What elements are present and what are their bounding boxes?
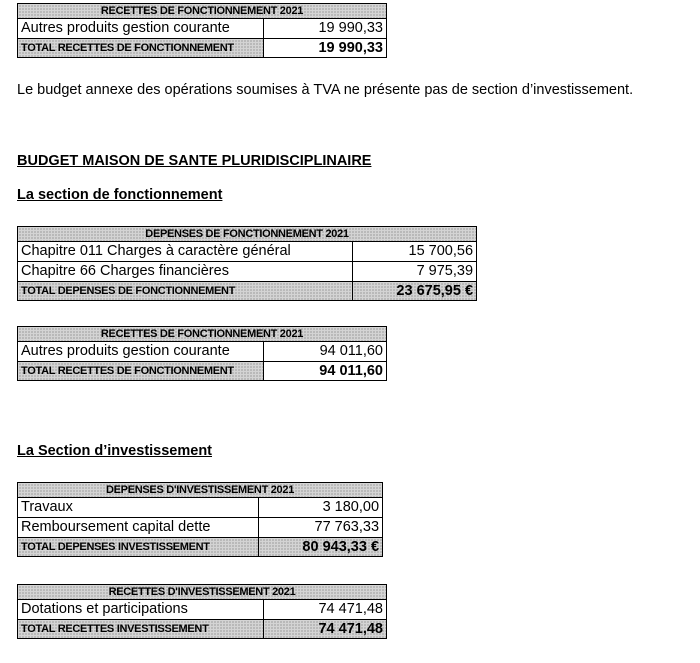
row-value: 3 180,00 <box>259 498 383 518</box>
total-value: 23 675,95 € <box>353 282 477 301</box>
total-value: 94 011,60 <box>264 362 387 381</box>
total-value: 80 943,33 € <box>259 538 383 557</box>
total-label: TOTAL DEPENSES DE FONCTIONNEMENT <box>18 282 353 301</box>
total-row <box>18 620 387 639</box>
total-label: TOTAL RECETTES INVESTISSEMENT <box>18 620 264 639</box>
total-label: TOTAL DEPENSES INVESTISSEMENT <box>18 538 259 557</box>
total-label: TOTAL RECETTES DE FONCTIONNEMENT <box>18 39 264 58</box>
table-header: RECETTES D'INVESTISSEMENT 2021 <box>18 585 387 600</box>
table-header: DEPENSES D'INVESTISSEMENT 2021 <box>18 483 383 498</box>
total-row <box>18 39 387 58</box>
row-value: 94 011,60 <box>264 342 387 362</box>
budget-title: BUDGET MAISON DE SANTE PLURIDISCIPLINAIRE <box>17 153 372 169</box>
row-value: 7 975,39 <box>353 262 477 282</box>
row-label: Travaux <box>18 498 259 518</box>
table-row <box>18 342 387 362</box>
total-row <box>18 538 383 557</box>
row-label: Autres produits gestion courante <box>18 342 264 362</box>
depenses-investissement-table <box>17 482 383 557</box>
row-value: 15 700,56 <box>353 242 477 262</box>
row-value: 77 763,33 <box>259 518 383 538</box>
table-row <box>18 262 477 282</box>
recettes-fonctionnement-table-1 <box>17 3 387 58</box>
row-label: Chapitre 66 Charges financières <box>18 262 353 282</box>
total-row <box>18 282 477 301</box>
table-row <box>18 600 387 620</box>
section-fonctionnement-heading: La section de fonctionnement <box>17 187 223 203</box>
table-row <box>18 518 383 538</box>
table-header: RECETTES DE FONCTIONNEMENT 2021 <box>18 327 387 342</box>
row-label: Autres produits gestion courante <box>18 19 264 39</box>
recettes-fonctionnement-table-2 <box>17 326 387 381</box>
table-row <box>18 19 387 39</box>
tva-note: Le budget annexe des opérations soumises à TVA ne présente pas de section d’investissement. <box>17 82 634 98</box>
table-row <box>18 242 477 262</box>
total-label: TOTAL RECETTES DE FONCTIONNEMENT <box>18 362 264 381</box>
row-label: Chapitre 011 Charges à caractère général <box>18 242 353 262</box>
row-value: 74 471,48 <box>264 600 387 620</box>
recettes-investissement-table <box>17 584 387 639</box>
table-row <box>18 498 383 518</box>
total-value: 74 471,48 <box>264 620 387 639</box>
total-value: 19 990,33 <box>264 39 387 58</box>
row-value: 19 990,33 <box>264 19 387 39</box>
section-investissement-heading: La Section d’investissement <box>17 443 213 459</box>
table-header: RECETTES DE FONCTIONNEMENT 2021 <box>18 4 387 19</box>
row-label: Dotations et participations <box>18 600 264 620</box>
total-row <box>18 362 387 381</box>
table-header: DEPENSES DE FONCTIONNEMENT 2021 <box>18 227 477 242</box>
depenses-fonctionnement-table <box>17 226 477 301</box>
row-label: Remboursement capital dette <box>18 518 259 538</box>
